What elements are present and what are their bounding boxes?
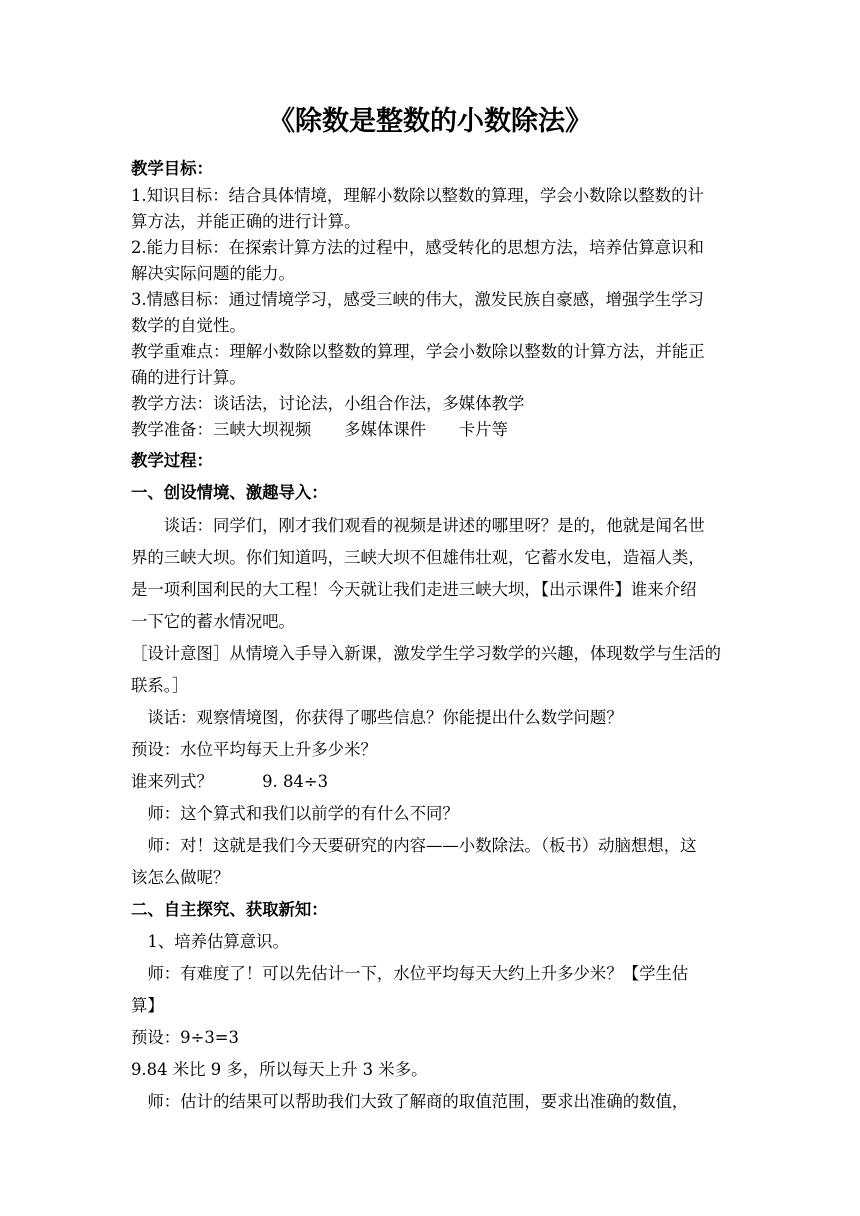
design-intent-line: 联系。］	[131, 676, 189, 695]
paragraph-line: 谈话：观察情境图，你获得了哪些信息？你能提出什么数学问题？	[131, 708, 623, 727]
paragraph-line: 算方法，并能正确的进行计算。	[131, 212, 361, 231]
paragraph-line: 预设：水位平均每天上升多少米？	[131, 740, 377, 759]
paragraph-line: 是一项利国利民的大工程！今天就让我们走进三峡大坝，【出示课件】谁来介绍	[131, 580, 697, 599]
document-title: 《除数是整数的小数除法》	[268, 106, 592, 137]
paragraph-line: 解决实际问题的能力。	[131, 264, 295, 283]
paragraph-line: 预设：9÷3=3	[131, 1028, 239, 1047]
paragraph-line: 师：估计的结果可以帮助我们大致了解商的取值范围，要求出准确的数值，	[131, 1092, 689, 1111]
paragraph-line: 教学重难点：理解小数除以整数的算理，学会小数除以整数的计算方法，并能正	[131, 342, 705, 361]
paragraph-line: 一下它的蓄水情况吧。	[131, 612, 295, 631]
paragraph-line: 算】	[131, 996, 164, 1015]
paragraph-line: 1、培养估算意识。	[131, 932, 289, 951]
paragraph-line: 数学的自觉性。	[131, 316, 246, 335]
paragraph-line: 3.情感目标：通过情境学习，感受三峡的伟大，激发民族自豪感，增强学生学习	[131, 290, 704, 309]
paragraph-line: 师：这个算式和我们以前学的有什么不同？	[131, 804, 459, 823]
heading-teaching-process: 教学过程：	[131, 451, 213, 470]
section-heading-1: 一、创设情境、激趣导入：	[131, 483, 328, 502]
paragraph-line: 该怎么做呢？	[131, 868, 230, 887]
paragraph-line: 确的进行计算。	[131, 368, 246, 387]
paragraph-line: 师：对！这就是我们今天要研究的内容——小数除法。（板书）动脑想想，这	[131, 836, 697, 855]
paragraph-line: 教学准备：三峡大坝视频 多媒体课件 卡片等	[131, 420, 508, 439]
paragraph-line: 教学方法：谈话法，讨论法，小组合作法，多媒体教学	[131, 394, 525, 413]
paragraph-line: 师：有难度了！可以先估计一下，水位平均每天大约上升多少米？【学生估	[131, 964, 689, 983]
paragraph-line: 谁来列式？ 9. 84÷3	[131, 772, 328, 791]
section-heading-2: 二、自主探究、获取新知：	[131, 900, 328, 919]
design-intent-line: ［设计意图］从情境入手导入新课，激发学生学习数学的兴趣，体现数学与生活的	[131, 644, 722, 663]
paragraph-line: 1.知识目标：结合具体情境，理解小数除以整数的算理，学会小数除以整数的计	[131, 186, 704, 205]
paragraph-line: 界的三峡大坝。你们知道吗，三峡大坝不但雄伟壮观，它蓄水发电，造福人类，	[131, 548, 705, 567]
paragraph-line: 谈话：同学们，刚才我们观看的视频是讲述的哪里呀？是的，他就是闻名世	[131, 516, 705, 535]
heading-teaching-goals: 教学目标：	[131, 159, 213, 178]
paragraph-line: 9.84 米比 9 多，所以每天上升 3 米多。	[131, 1060, 428, 1079]
paragraph-line: 2.能力目标：在探索计算方法的过程中，感受转化的思想方法，培养估算意识和	[131, 238, 704, 257]
